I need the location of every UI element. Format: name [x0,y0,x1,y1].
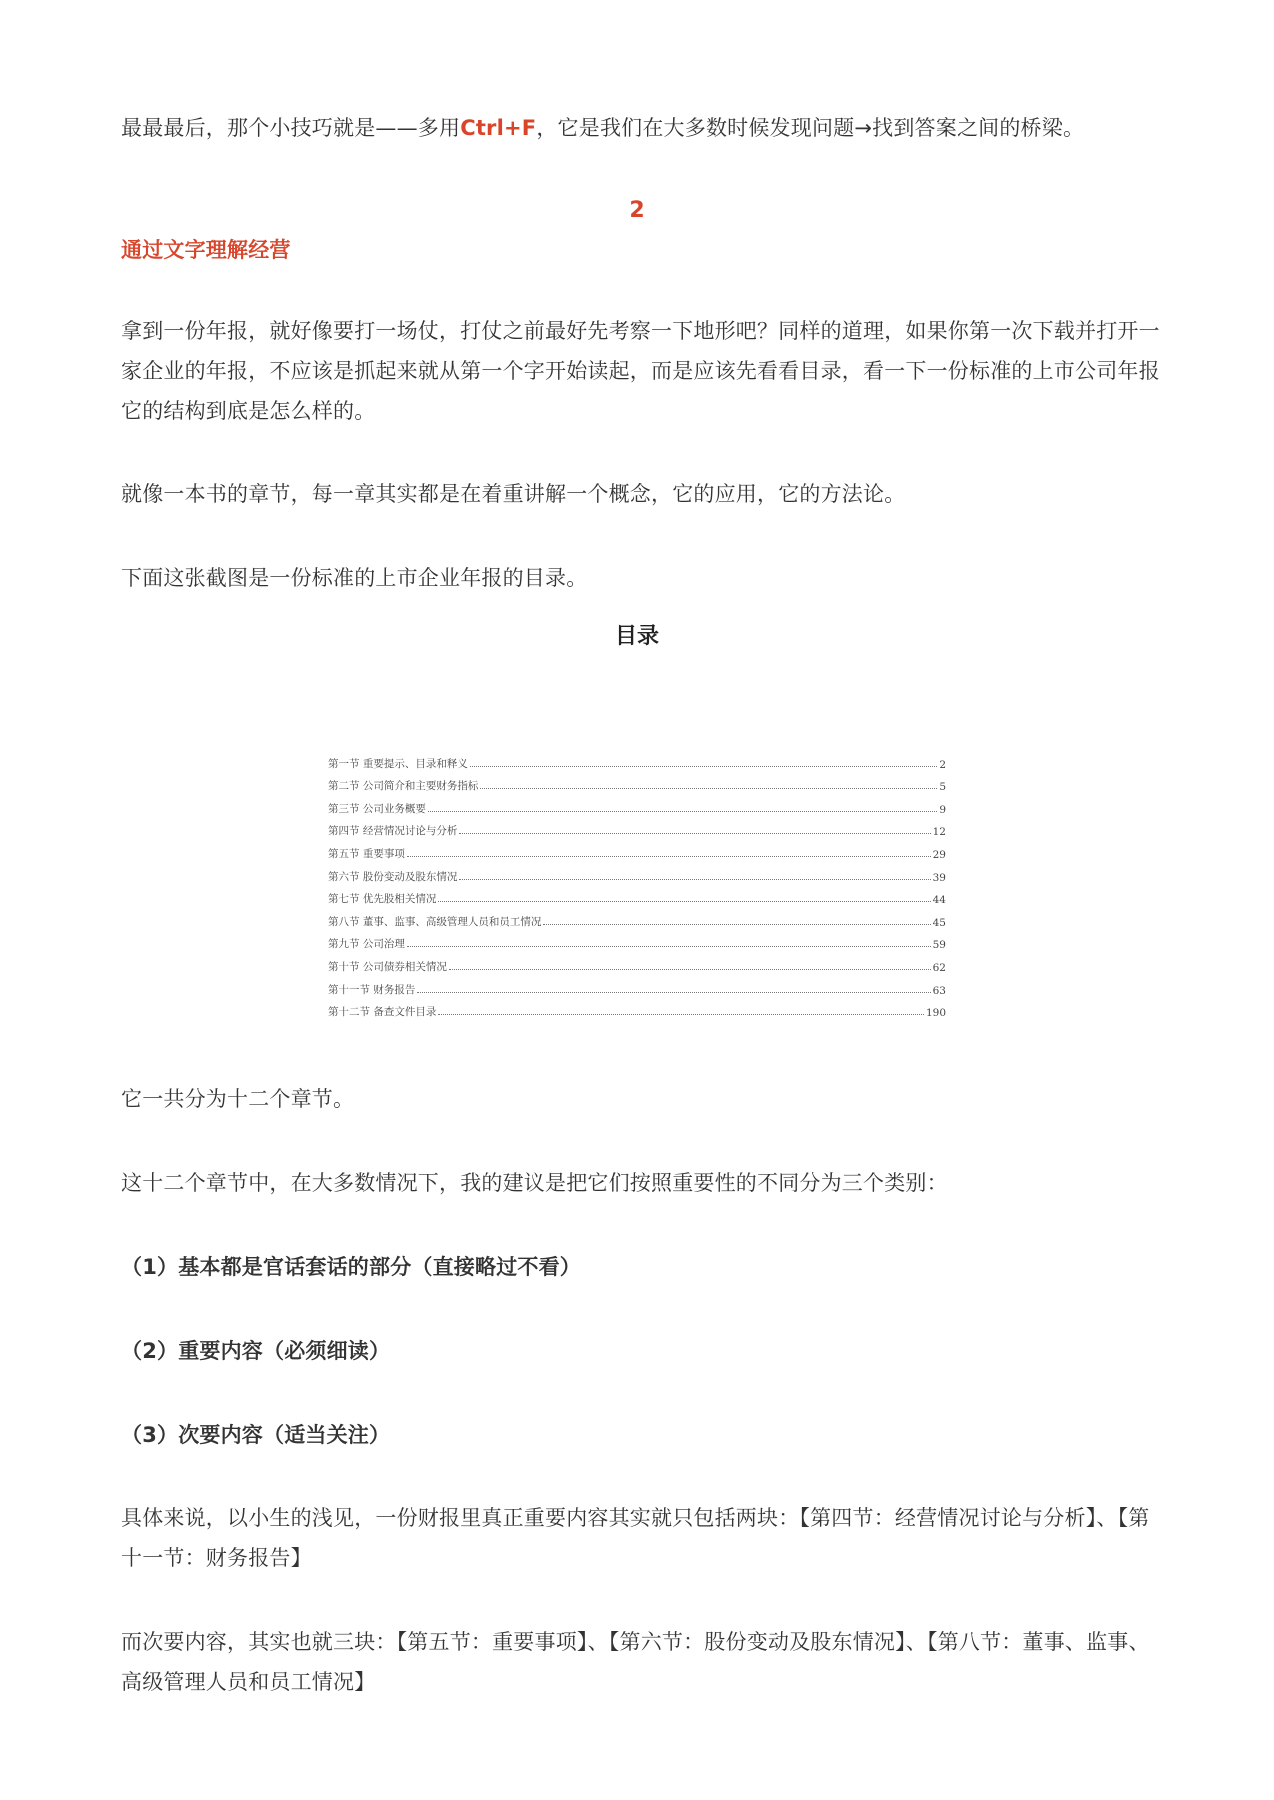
toc-entry-label: 第二节 公司简介和主要财务指标 [328,780,479,793]
toc-entry-label: 第四节 经营情况讨论与分析 [328,825,458,838]
paragraph-4: 它一共分为十二个章节。 [121,1087,355,1111]
toc-image [328,748,946,1019]
category-1: （1）基本都是官话套话的部分（直接略过不看） [121,1255,582,1279]
toc-entry-label: 第十一节 财务报告 [328,983,416,996]
section-number: 2 [629,198,645,223]
toc-entry-label: 第一节 重要提示、目录和释义 [328,757,468,770]
toc-leader-dots [428,811,937,812]
toc-entry [328,861,946,884]
toc-entry-page: 190 [925,1007,946,1020]
toc-entry [328,906,946,929]
toc-entry-page: 44 [932,894,946,907]
category-2: （2）重要内容（必须细读） [121,1339,391,1363]
toc-leader-dots [438,1014,924,1015]
toc-leader-dots [480,788,937,789]
toc-entry [328,838,946,861]
toc-leader-dots [417,992,930,993]
toc-entry-label: 第八节 董事、监事、高级管理人员和员工情况 [328,915,542,928]
intro-text-post: ，它是我们在大多数时候发现问题→找到答案之间的桥梁。 [536,116,1085,140]
toc-entry [328,884,946,907]
toc-entry-page: 45 [932,916,946,929]
toc-entry-label: 第五节 重要事项 [328,847,405,860]
toc-title: 目录 [614,624,659,649]
toc-entry-label: 第三节 公司业务概要 [328,802,426,815]
toc-leader-dots [407,856,931,857]
paragraph-3: 下面这张截图是一份标准的上市企业年报的目录。 [121,566,588,590]
paragraph-1: 拿到一份年报，就好像要打一场仗，打仗之前最好先考察一下地形吧？同样的道理，如果你第一次下载并打开一家企业的年报，不应该是抓起来就从第一个字开始读起，而是应该先看看目录，看一下一份标准的上市公司年报它的结构到底是怎么样的。 [121,319,1160,423]
toc-entry-page: 5 [939,781,946,794]
toc-entry-label: 第七节 优先股相关情况 [328,893,437,906]
toc-leader-dots [407,946,931,947]
toc-entry-page: 9 [939,803,946,816]
intro-paragraph [121,108,1161,148]
toc-leader-dots [470,766,937,767]
toc-entry-page: 12 [932,826,946,839]
toc-entry-page: 2 [939,758,946,771]
category-3: （3）次要内容（适当关注） [121,1423,391,1447]
toc-entry-label: 第十二节 备查文件目录 [328,1006,437,1019]
toc-entry [328,929,946,952]
toc-entry [328,793,946,816]
paragraph-2: 就像一本书的章节，每一章其实都是在着重讲解一个概念，它的应用，它的方法论。 [121,482,906,506]
toc-entry [328,816,946,839]
toc-leader-dots [459,833,930,834]
toc-entry [328,997,946,1020]
toc-entry-label: 第十节 公司债券相关情况 [328,960,447,973]
paragraph-5: 这十二个章节中，在大多数情况下，我的建议是把它们按照重要性的不同分为三个类别： [121,1171,948,1195]
toc-entry [328,771,946,794]
toc-entry [328,974,946,997]
toc-leader-dots [459,879,930,880]
intro-text-pre: 最最最后，那个小技巧就是——多用 [121,116,461,140]
toc-leader-dots [449,969,931,970]
toc-entry-page: 63 [932,984,946,997]
paragraph-6: 具体来说，以小生的浅见，一份财报里真正重要内容其实就只包括两块：【第四节：经营情况讨论与分析】、【第十一节：财务报告】 [121,1506,1150,1570]
toc-entry-page: 39 [932,871,946,884]
toc-leader-dots [438,901,930,902]
section-title: 通过文字理解经营 [121,238,291,262]
toc-leader-dots [543,924,930,925]
ctrl-f-highlight: Ctrl+F [460,116,537,140]
toc-entry-label: 第九节 公司治理 [328,938,405,951]
toc-entry-page: 62 [932,961,946,974]
paragraph-7: 而次要内容，其实也就三块：【第五节：重要事项】、【第六节：股份变动及股东情况】、【第八节：董事、监事、高级管理人员和员工情况】 [121,1630,1150,1694]
toc-entry [328,951,946,974]
toc-entry-page: 29 [932,848,946,861]
toc-entry [328,748,946,771]
toc-entry-page: 59 [932,939,946,952]
toc-entry-label: 第六节 股份变动及股东情况 [328,870,458,883]
